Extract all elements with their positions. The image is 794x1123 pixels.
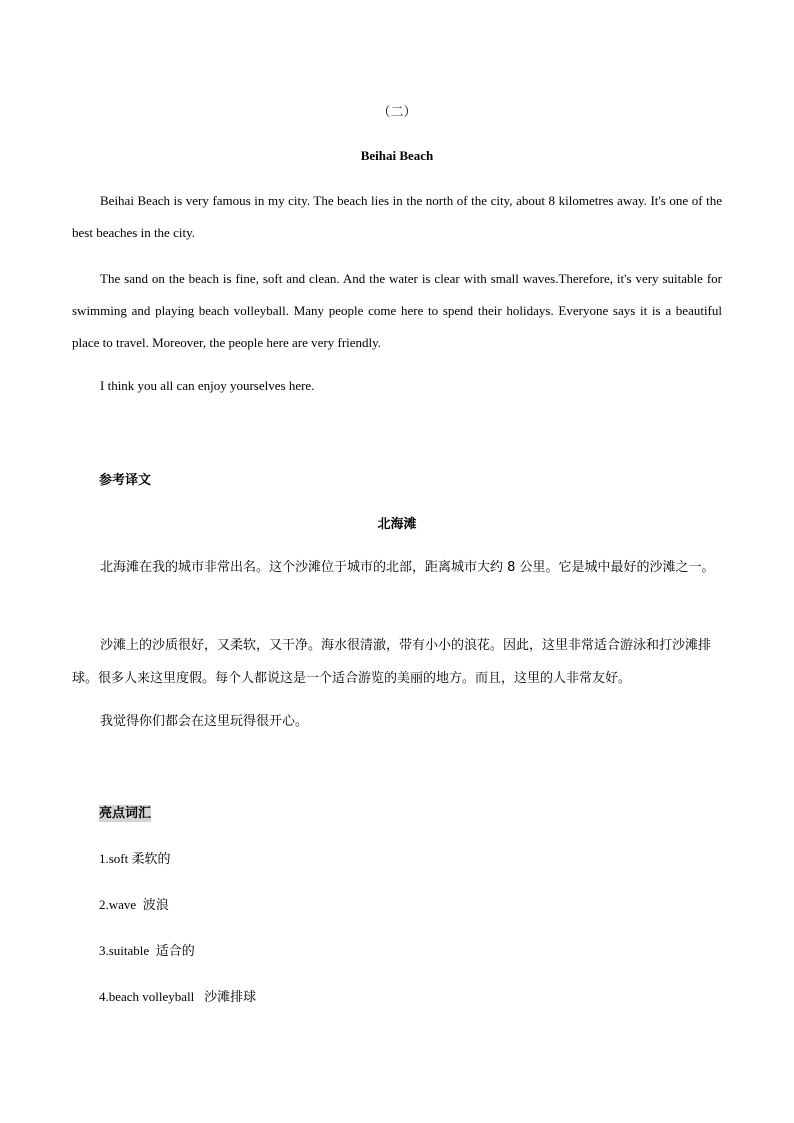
translation-paragraph-2: 沙滩上的沙质很好，又柔软，又干净。海水很清澈，带有小小的浪花。因此，这里非常适合游泳和打沙滩排球。很多人来这里度假。每个人都说这是一个适合游览的美丽的地方。而且，这里的人非常友好。 <box>72 638 712 686</box>
vocab-zh: 沙滩排球 <box>204 990 257 1005</box>
vocabulary-label-wrap <box>99 802 151 821</box>
vocab-item <box>99 848 171 867</box>
vocab-zh: 适合的 <box>155 944 195 959</box>
vocab-en: 1.soft <box>99 851 129 866</box>
vocab-zh: 柔软的 <box>131 852 171 867</box>
vocab-item <box>99 894 169 913</box>
section-number: （二） <box>377 105 417 120</box>
translation-title: 北海滩 <box>377 517 417 532</box>
vocab-en: 4.beach volleyball <box>99 989 195 1004</box>
vocab-en: 2.wave <box>99 897 137 912</box>
essay-paragraph-3: I think you all can enjoy yourselves here. <box>100 378 315 393</box>
translation-label: 参考译文 <box>99 473 152 488</box>
translation-paragraph-3: 我觉得你们都会在这里玩得很开心。 <box>100 714 309 729</box>
vocab-en: 3.suitable <box>99 943 150 958</box>
translation-paragraph-1: 北海滩在我的城市非常出名。这个沙滩位于城市的北部，距离城市大约 8 公里。它是城中最好的沙滩之一。 <box>100 560 715 575</box>
vocab-item <box>99 986 256 1005</box>
vocab-item <box>99 940 195 959</box>
vocab-zh: 波浪 <box>142 898 169 913</box>
essay-title: Beihai Beach <box>360 148 434 163</box>
essay-paragraph-2: The sand on the beach is fine, soft and clean. And the water is clear with small waves.Therefore, it's very suitable for swimming and playing beach volleyball. Many people come here to spend their holidays. Everyone says it is a beautiful place to travel. Moreover, the people here are very friendly. <box>72 271 722 350</box>
essay-paragraph-1: Beihai Beach is very famous in my city. The beach lies in the north of the city, about 8 kilometres away. It's one of the best beaches in the city. <box>72 193 722 240</box>
vocabulary-label: 亮点词汇 <box>99 806 152 821</box>
